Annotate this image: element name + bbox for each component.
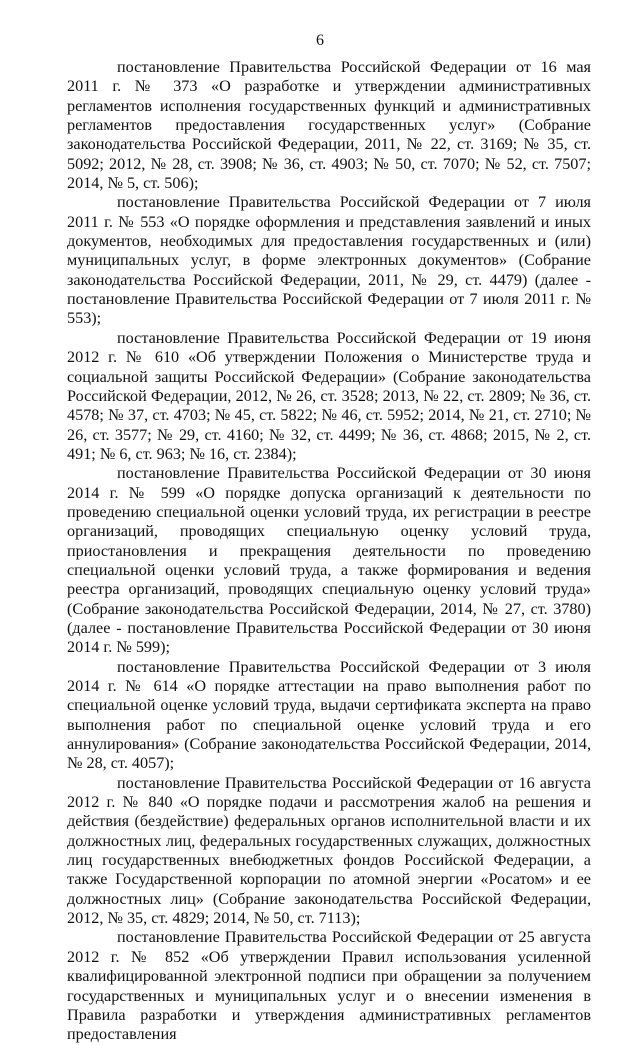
paragraph-resolution-852: постановление Правительства Российской Федерации от 25 августа 2012 г. № 852 «Об утверждении Правил использования усиленной квалифицированной электронной подписи при обращении за получением государственных и муниципальных услуг и о внесении изменения в Правила разработки и утверждения административных регламентов предоставления bbox=[67, 928, 591, 1044]
document-body bbox=[67, 58, 591, 1045]
paragraph-resolution-840: постановление Правительства Российской Федерации от 16 августа 2012 г. № 840 «О порядке подачи и рассмотрения жалоб на решения и действия (бездействие) федеральных органов исполнительной власти и их должностных лиц, федеральных государственных служащих, должностных лиц государственных внебюджетных фондов Российской Федерации, а также Государственной корпорации по атомной энергии «Росатом» и ее должностных лиц» (Собрание законодательства Российской Федерации, 2012, № 35, ст. 4829; 2014, № 50, ст. 7113); bbox=[67, 773, 591, 928]
paragraph-resolution-610: постановление Правительства Российской Федерации от 19 июня 2012 г. № 610 «Об утверждении Положения о Министерстве труда и социальной защиты Российской Федерации» (Собрание законодательства Российской Федерации, 2012, № 26, ст. 3528; 2013, № 22, ст. 2809; № 36, ст. 4578; № 37, ст. 4703; № 45, ст. 5822; № 46, ст. 5952; 2014, № 21, ст. 2710; № 26, ст. 3577; № 29, ст. 4160; № 32, ст. 4499; № 36, ст. 4868; 2015, № 2, ст. 491; № 6, ст. 963; № 16, ст. 2384); bbox=[67, 328, 591, 463]
page-number: 6 bbox=[316, 32, 324, 49]
paragraph-resolution-373: постановление Правительства Российской Федерации от 16 мая 2011 г. № 373 «О разработке и утверждении административных регламентов исполнения государственных функций и административных регламентов предоставления государственных услуг» (Собрание законодательства Российской Федерации, 2011, № 22, ст. 3169; № 35, ст. 5092; 2012, № 28, ст. 3908; № 36, ст. 4903; № 50, ст. 7070; № 52, ст. 7507; 2014, № 5, ст. 506); bbox=[67, 58, 591, 193]
paragraph-resolution-553: постановление Правительства Российской Федерации от 7 июля 2011 г. № 553 «О порядке оформления и представления заявлений и иных документов, необходимых для предоставления государственных и (или) муниципальных услуг, в форме электронных документов» (Собрание законодательства Российской Федерации, 2011, № 29, ст. 4479) (далее - постановление Правительства Российской Федерации от 7 июля 2011 г. № 553); bbox=[67, 193, 591, 328]
paragraph-resolution-599: постановление Правительства Российской Федерации от 30 июня 2014 г. № 599 «О порядке допуска организаций к деятельности по проведению специальной оценки условий труда, их регистрации в реестре организаций, проводящих специальную оценку условий труда, приостановления и прекращения деятельности по проведению специальной оценки условий труда, а также формирования и ведения реестра организаций, проводящих специальную оценку условий труда» (Собрание законодательства Российской Федерации, 2014, № 27, ст. 3780) (далее - постановление Правительства Российской Федерации от 30 июня 2014 г. № 599); bbox=[67, 464, 591, 657]
paragraph-resolution-614: постановление Правительства Российской Федерации от 3 июля 2014 г. № 614 «О порядке аттестации на право выполнения работ по специальной оценке условий труда, выдачи сертификата эксперта на право выполнения работ по специальной оценке условий труда и его аннулирования» (Собрание законодательства Российской Федерации, 2014, № 28, ст. 4057); bbox=[67, 657, 591, 773]
